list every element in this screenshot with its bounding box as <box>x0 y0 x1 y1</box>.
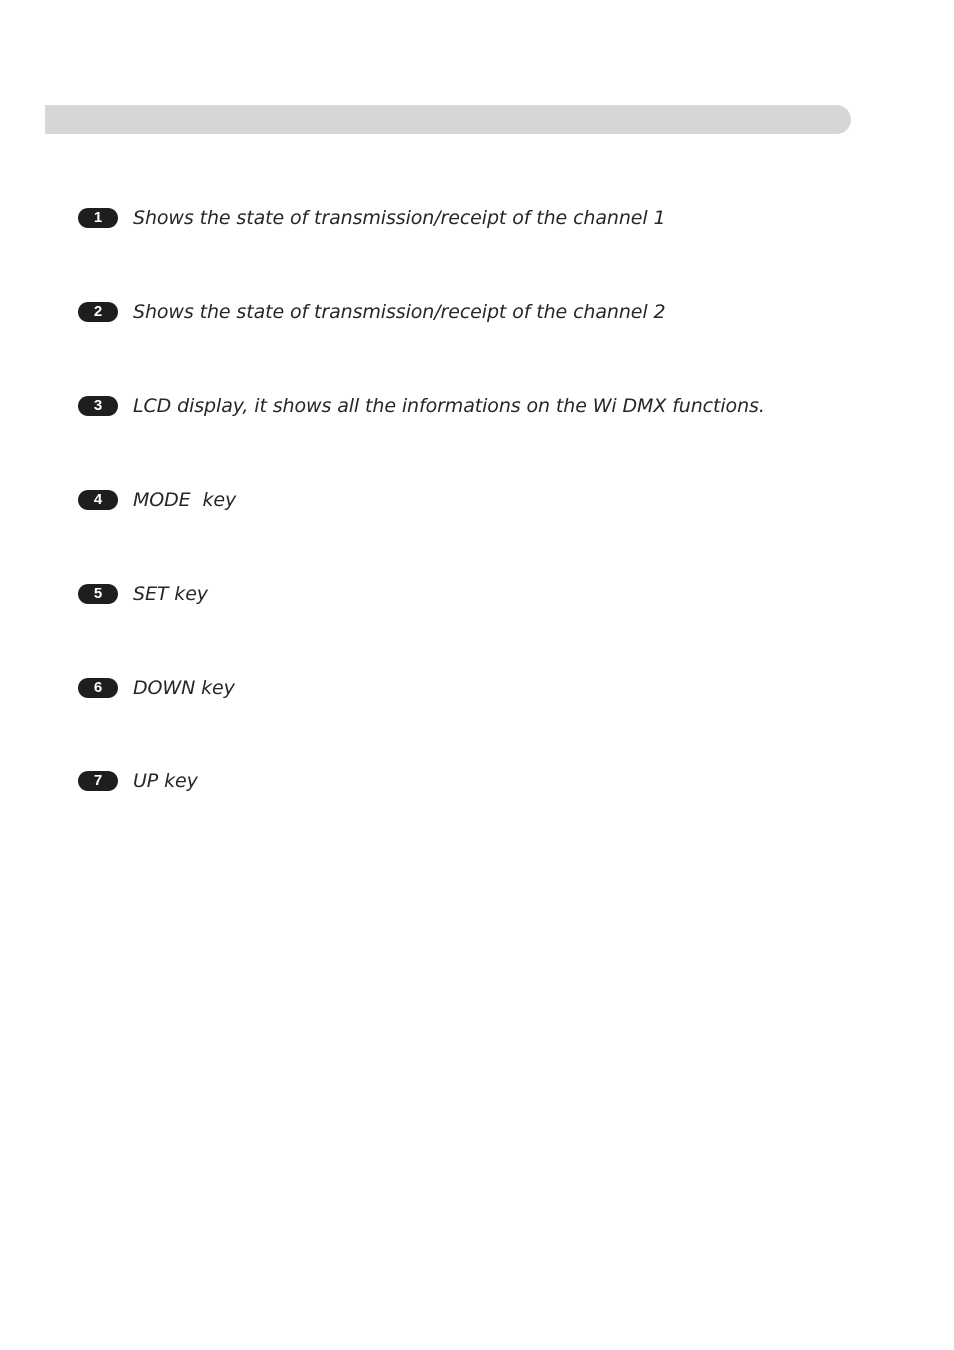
legend-text: SET key <box>133 583 208 605</box>
legend-item-2 <box>78 300 665 324</box>
legend-text: LCD display, it shows all the informations on the Wi DMX functions. <box>133 395 765 417</box>
legend-item-6 <box>78 676 235 700</box>
number-badge: 7 <box>78 771 118 791</box>
number-badge: 5 <box>78 584 118 604</box>
number-badge: 6 <box>78 678 118 698</box>
legend-text: UP key <box>133 770 198 792</box>
legend-text: DOWN key <box>133 677 235 699</box>
legend-text: Shows the state of transmission/receipt of the channel 1 <box>133 207 666 229</box>
number-badge: 4 <box>78 490 118 510</box>
legend-text: MODE key <box>133 489 237 511</box>
number-badge: 1 <box>78 208 118 228</box>
number-badge: 3 <box>78 396 118 416</box>
legend-item-1 <box>78 206 665 230</box>
legend-text: Shows the state of transmission/receipt of the channel 2 <box>133 301 666 323</box>
legend-item-5 <box>78 582 208 606</box>
legend-item-3 <box>78 394 765 418</box>
legend-item-4 <box>78 488 236 512</box>
legend-item-7 <box>78 769 198 793</box>
number-badge: 2 <box>78 302 118 322</box>
